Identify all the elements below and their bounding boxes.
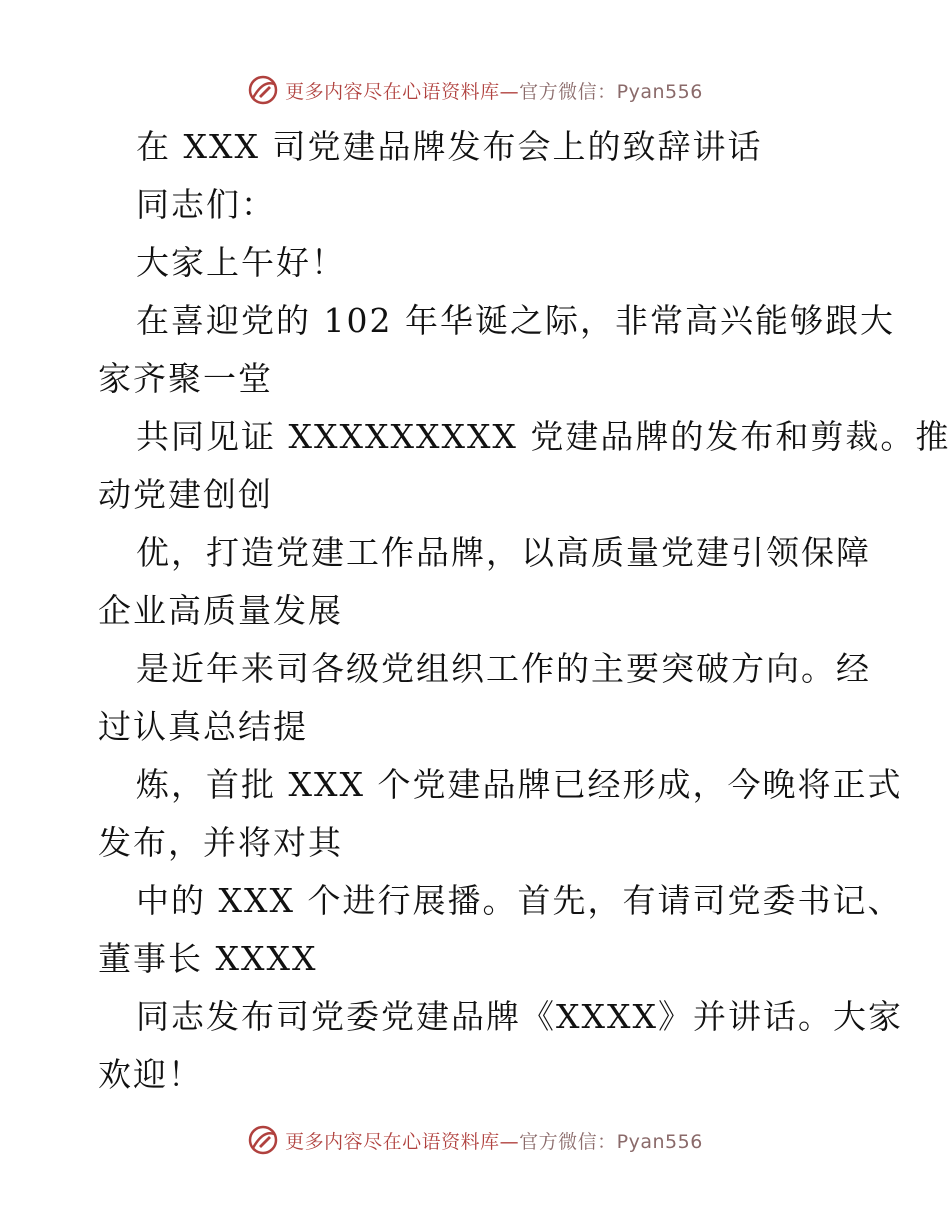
paragraph-line: 在喜迎党的 102 年华诞之际，非常高兴能够跟大 [136, 301, 895, 340]
banner-wechat: 官方微信：Pyan556 [519, 1130, 703, 1153]
paragraph-line: 炼，首批 XXX 个党建品牌已经形成，今晚将正式 [136, 765, 903, 804]
paragraph-line: 企业高质量发展 [98, 591, 343, 630]
banner-text: 更多内容尽在心语资料库—官方微信：Pyan556 [285, 80, 703, 103]
paragraph-line: 发布，并将对其 [98, 823, 343, 862]
paragraph-line: 过认真总结提 [98, 707, 308, 746]
banner-wechat: 官方微信：Pyan556 [519, 80, 703, 103]
document-body [98, 118, 950, 1104]
paragraph-line: 同志发布司党委党建品牌《XXXX》并讲话。大家 [136, 997, 903, 1036]
banner-text: 更多内容尽在心语资料库—官方微信：Pyan556 [285, 1130, 703, 1153]
document-title: 在 XXX 司党建品牌发布会上的致辞讲话 [136, 127, 763, 166]
pen-logo-icon [247, 1124, 279, 1156]
paragraph-line: 董事长 XXXX [98, 939, 318, 978]
paragraph-line: 动党建创创 [98, 475, 273, 514]
header-watermark [0, 70, 950, 110]
pen-logo-icon [247, 74, 279, 106]
paragraph-line: 是近年来司各级党组织工作的主要突破方向。经 [136, 649, 871, 688]
salutation: 同志们： [136, 185, 276, 224]
footer-watermark [0, 1120, 950, 1160]
paragraph-line: 欢迎！ [98, 1055, 203, 1094]
paragraph-line: 中的 XXX 个进行展播。首先，有请司党委书记、 [136, 881, 903, 920]
greeting: 大家上午好！ [136, 243, 346, 282]
paragraph-line: 家齐聚一堂 [98, 359, 273, 398]
paragraph-line: 共同见证 XXXXXXXXX 党建品牌的发布和剪裁。推 [136, 417, 950, 456]
paragraph-line: 优，打造党建工作品牌，以高质量党建引领保障 [136, 533, 871, 572]
